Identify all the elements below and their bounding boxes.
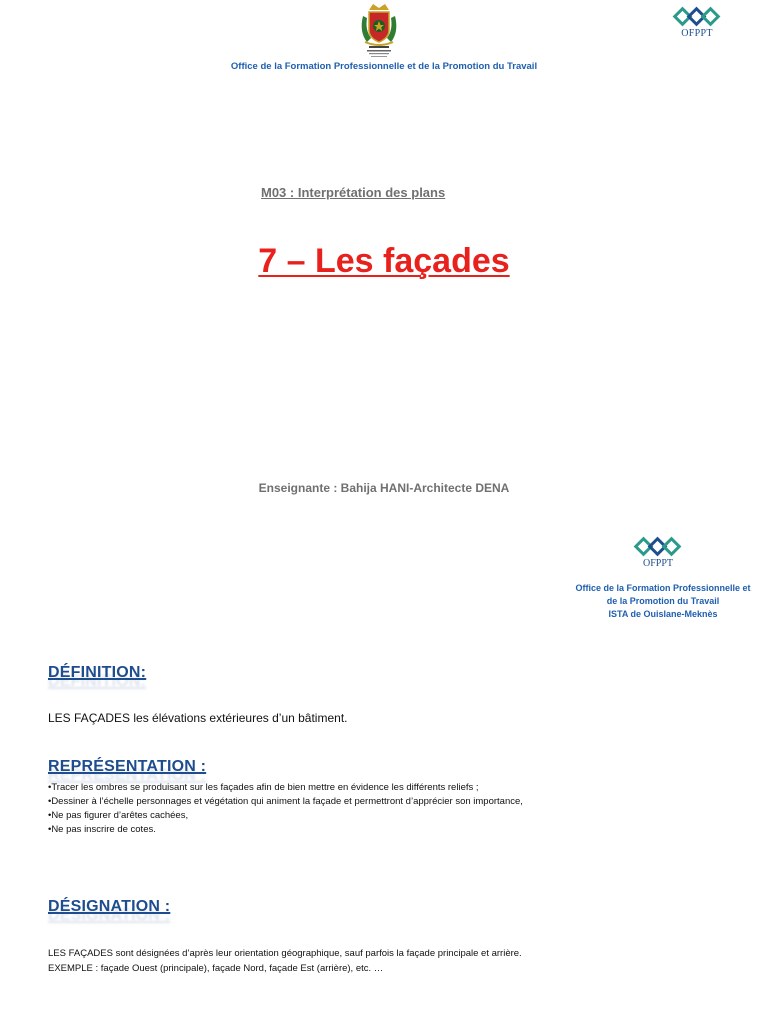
designation-line-1: LES FAÇADES sont désignées d’après leur orientation géographique, sauf parfois la façade principale et arrière. bbox=[48, 948, 522, 959]
representation-heading: REPRÉSENTATION : bbox=[48, 758, 207, 775]
list-item: •Tracer les ombres se produisant sur les façades afin de bien mettre en évidence les différents reliefs ; bbox=[48, 782, 479, 793]
ofppt-logo bbox=[668, 6, 726, 46]
ofppt-logo-middle bbox=[628, 536, 688, 569]
teacher-name: Enseignante : Bahija HANI-Architecte DENA bbox=[258, 481, 510, 495]
definition-heading: DÉFINITION: bbox=[48, 664, 147, 681]
module-title: M03 : Interprétation des plans bbox=[261, 185, 446, 200]
ofppt-logo-icon bbox=[632, 536, 684, 560]
list-item: •Ne pas figurer d’arêtes cachées, bbox=[48, 810, 189, 821]
definition-text: LES FAÇADES les élévations extérieures d’un bâtiment. bbox=[48, 711, 348, 725]
institution-block bbox=[558, 582, 768, 621]
list-item: •Dessiner à l’échelle personnages et végétation qui animent la façade et permettront d’apprécier son importance, bbox=[48, 796, 523, 807]
list-item: •Ne pas inscrire de cotes. bbox=[48, 824, 156, 835]
moroccan-royal-emblem-icon bbox=[355, 2, 403, 60]
ofppt-brand-text: OFPPT bbox=[642, 558, 673, 569]
institution-line-2: de la Promotion du Travail bbox=[606, 596, 720, 606]
page-title: 7 – Les façades bbox=[258, 242, 510, 280]
office-name: Office de la Formation Professionnelle et de la Promotion du Travail bbox=[230, 61, 538, 72]
designation-text bbox=[48, 946, 522, 976]
ofppt-logo-icon bbox=[671, 6, 723, 30]
designation-line-2: EXEMPLE : façade Ouest (principale), façade Nord, façade Est (arrière), etc. … bbox=[48, 963, 384, 974]
institution-line-1: Office de la Formation Professionnelle et bbox=[575, 583, 751, 593]
representation-list bbox=[48, 781, 523, 837]
institution-line-3: ISTA de Ouislane-Meknès bbox=[608, 609, 718, 619]
ofppt-brand-text: OFPPT bbox=[681, 28, 713, 39]
designation-heading: DÉSIGNATION : bbox=[48, 898, 171, 915]
